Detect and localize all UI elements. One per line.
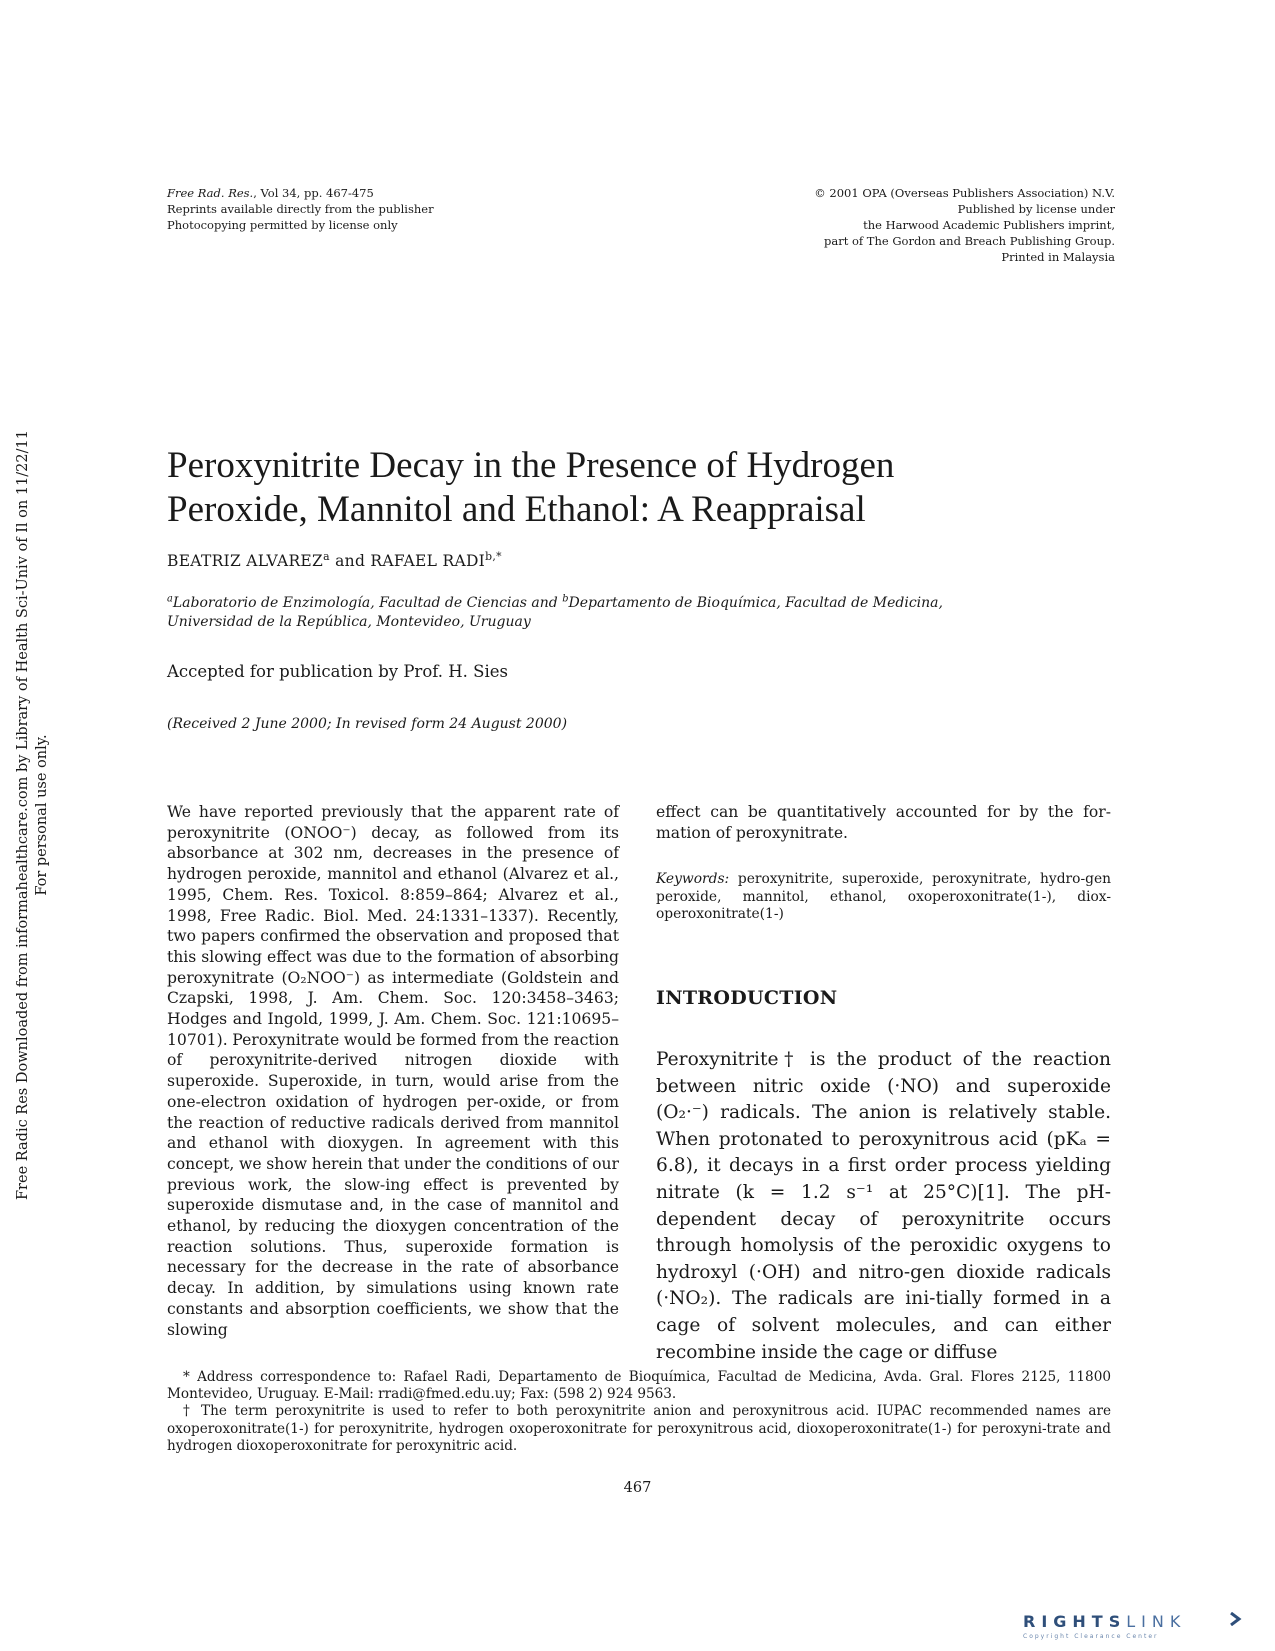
keywords-text: peroxynitrite, superoxide, peroxynitrate, hydro-gen peroxide, mannitol, ethanol, oxoperoxonitrate(1-), diox-operoxonitrate(1-): [656, 871, 1111, 922]
author-list: [167, 549, 502, 570]
abstract-text: We have reported previously that the apparent rate of peroxynitrite (ONOO⁻) decay, as followed from its absorbance at 302 nm, decreases in the presence of hydrogen peroxide, mannitol and ethanol (Alvarez et al., 1995, Chem. Res. Toxicol. 8:859–864; Alvarez et al., 1998, Free Radic. Biol. Med. 24:1331–1337). Recently, two papers confirmed the observation and proposed that this slowing effect was due to the formation of absorbing peroxynitrate (O₂NOO⁻) as intermediate (Goldstein and Czapski, 1998, J. Am. Chem. Soc. 120:3458–3463; Hodges and Ingold, 1999, J. Am. Chem. Soc. 121:10695–10701). Peroxynitrate would be formed from the reaction of peroxynitrite-derived nitrogen dioxide with superoxide. Superoxide, in turn, would arise from the one-electron oxidation of hydrogen per-oxide, or from the reaction of reductive radicals derived from mannitol and ethanol with dioxygen. In agreement with this concept, we show herein that under the conditions of our previous work, the slow-ing effect is prevented by superoxide dismutase and, in the case of mannitol and ethanol, by reducing the dioxygen concentration of the reaction solutions. Thus, superoxide formation is necessary for the decrease in the rate of absorbance decay. In addition, by simulations using known rate constants and absorption coefficients, we show that the slowing: [167, 803, 619, 1339]
logo-subtitle: Copyright Clearance Center: [1023, 1633, 1159, 1640]
keywords-label: Keywords:: [656, 871, 730, 887]
footnotes: [167, 1369, 1111, 1455]
rightslink-logo: [1023, 1612, 1186, 1631]
keywords: [656, 871, 1111, 924]
section-heading-introduction: INTRODUCTION: [656, 987, 838, 1009]
watermark-line-1: Free Radic Res Downloaded from informahealthcare.com by Library of Health Sci-Univ of Il on 11/22/11: [15, 430, 31, 1200]
imprint-line: the Harwood Academic Publishers imprint,: [863, 218, 1115, 232]
group-line: part of The Gordon and Breach Publishing Group.: [823, 234, 1115, 248]
author-alvarez-affil: a: [323, 549, 330, 563]
author-alvarez: BEATRIZ ALVAREZ: [167, 552, 324, 570]
journal-name: Free Rad. Res.: [167, 186, 254, 200]
author-radi: RAFAEL RADI: [370, 552, 486, 570]
affil-a: Laboratorio de Enzimología, Facultad de Ciencias and: [172, 595, 563, 611]
author-conjunction: and: [329, 552, 371, 570]
article-title: [167, 444, 1127, 532]
photocopy-line: Photocopying permitted by license only: [167, 218, 398, 232]
introduction-body: [656, 1047, 1111, 1366]
footnote-terminology: † The term peroxynitrite is used to refer to both peroxynitrite anion and peroxynitrous acid. IUPAC recommended names are oxoperoxonitrate(1-) for peroxynitrite, hydrogen oxoperoxonitrate for peroxynitrous acid, dioxoperoxonitrate(1-) for peroxyni-trate and hydrogen dioxoperoxonitrate for peroxynitric acid.: [167, 1403, 1111, 1454]
author-radi-affil: b,*: [485, 549, 502, 563]
logo-link: LINK: [1126, 1612, 1187, 1631]
affil-b: Departamento de Bioquímica, Facultad de Medicina, Universidad de la República, Montevideo, Uruguay: [167, 595, 943, 630]
abstract-right: [656, 802, 1111, 843]
reprints-line: Reprints available directly from the publisher: [167, 202, 434, 216]
abstract-left: [167, 802, 619, 1340]
affil-b-mark: b: [562, 593, 569, 605]
abstract-continued: effect can be quantitatively accounted for by the for-mation of peroxynitrate.: [656, 803, 1111, 842]
footnote-correspondence: * Address correspondence to: Rafael Radi, Departamento de Bioquímica, Facultad de Medicina, Avda. Gral. Flores 2125, 11800 Montevideo, Uruguay. E-Mail: rradi@fmed.edu.uy; Fax: (598 2) 924 9563.: [167, 1369, 1111, 1403]
chevron-right-icon: [1228, 1612, 1242, 1626]
download-watermark: [14, 430, 52, 1200]
accepted-by: Accepted for publication by Prof. H. Sies: [167, 662, 508, 681]
logo-rights: RIGHTS: [1023, 1612, 1127, 1631]
copyright-line: © 2001 OPA (Overseas Publishers Association) N.V.: [814, 186, 1115, 200]
page-number: 467: [623, 1480, 652, 1496]
publisher-info: [760, 185, 1115, 265]
affiliations: [167, 594, 1027, 632]
printed-line: Printed in Malaysia: [1001, 250, 1115, 264]
journal-citation: [167, 185, 587, 233]
title-line-1: Peroxynitrite Decay in the Presence of Hydrogen: [167, 445, 895, 486]
introduction-text: Peroxynitrite† is the product of the reaction between nitric oxide (·NO) and superoxide (O₂·⁻) radicals. The anion is relatively stable. When protonated to peroxynitrous acid (pKₐ = 6.8), it decays in a first order process yielding nitrate (k = 1.2 s⁻¹ at 25°C)[1]. The pH-dependent decay of peroxynitrite occurs through homolysis of the peroxidic oxygens to hydroxyl (·OH) and nitro-gen dioxide radicals (·NO₂). The radicals are ini-tially formed in a cage of solvent molecules, and can either recombine inside the cage or diffuse: [656, 1049, 1111, 1363]
volume-pages: , Vol 34, pp. 467-475: [253, 186, 374, 200]
title-line-2: Peroxide, Mannitol and Ethanol: A Reappraisal: [167, 489, 866, 530]
affil-a-mark: a: [167, 593, 173, 605]
received-dates: (Received 2 June 2000; In revised form 24 August 2000): [167, 716, 568, 732]
watermark-line-2: For personal use only.: [34, 734, 50, 896]
journal-line: [167, 185, 587, 201]
license-line: Published by license under: [957, 202, 1115, 216]
